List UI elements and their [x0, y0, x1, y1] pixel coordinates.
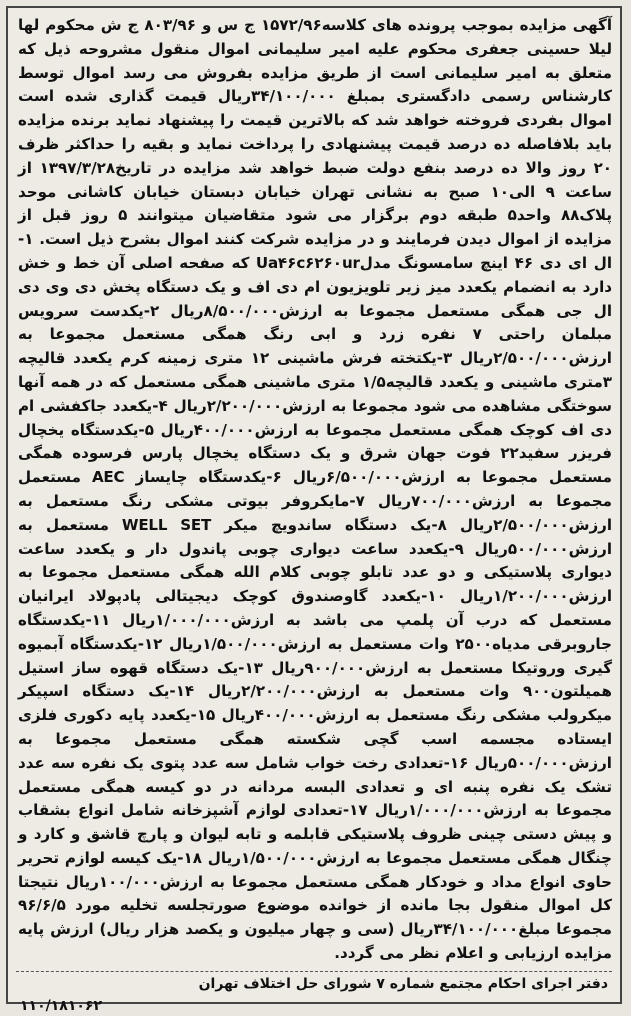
auction-notice [6, 6, 622, 1014]
notice-body: آگهی مزایده بموجب پرونده های کلاسه۱۵۷۲/۹۶ ج س و ۸۰۳/۹۶ ج ش محکوم لها لیلا حسینی جعفری محکوم علیه امیر سلیمانی اموال منقول مشروحه ذیل که متعلق به امیر سلیمانی است از طریق مزایده بفروش می رسد اموال توسط کارشناس رسمی دادگستری بمبلغ ۳۴/۱۰۰/۰۰۰ریال قیمت گذاری شده است اموال بفردی فروخته خواهد شد که بالاترین قیمت را پیشنهاد نماید برنده مزایده باید بلافاصله ده درصد قیمت پیشنهادی را پرداخت نماید و بقیه را حداکثر ظرف ۲۰ روز والا ده درصد بنفع دولت ضبط خواهد شد مزایده در تاریخ۱۳۹۷/۳/۲۸ از ساعت ۹ الی۱۰ صبح به نشانی تهران خیابان دبستان خیابان کاشانی موحد پلاک۸۸ واحد۵ طبقه دوم برگزار می شود متقاضیان میتوانند ۵ روز قبل از مزایده از اموال دیدن فرمایند و در مزایده شرکت کنند اموال بشرح ذیل است. ۱-ال ای دی ۴۶ اینچ سامسونگ مدلUa۴۶c۶۲۶۰ur که صفحه اصلی آن خط و خش دارد به انضمام یکعدد میز زیر تلویزیون ام دی اف و یک دستگاه پخش دی وی دی ال جی همگی مستعمل مجموعا به ارزش۸/۵۰۰/۰۰۰ریال ۲-یکدست سرویس مبلمان راحتی ۷ نفره زرد و ابی رنگ همگی مستعمل مجموعا به ارزش۲/۵۰۰/۰۰۰ریال ۳-یکتخته فرش ماشینی ۱۲ متری زمینه کرم یکعدد قالیچه ۳متری ماشینی و یکعدد قالیچه۱/۵ متری ماشینی همگی مستعمل که در همه آنها سوختگی مشاهده می شود مجموعا به ارزش۲/۲۰۰/۰۰۰ریال ۴-یکعدد جاکفشی ام دی اف کوچک همگی مستعمل مجموعا به ارزش۴۰۰/۰۰۰ریال ۵-یکدستگاه یخچال فریزر سفید۲۲ فوت جهان شرق و یک دستگاه یخچال پارس فرسوده همگی مستعمل مجموعا به ارزش۶/۵۰۰/۰۰۰ریال ۶-یکدستگاه چایساز AEC مستعمل مجموعا به ارزش۷۰۰/۰۰۰ریال ۷-مایکروفر بیوتی مشکی رنگ مستعمل به ارزش۲/۵۰۰/۰۰۰ریال ۸-یک دستگاه ساندویچ میکر WELL SET مستعمل به ارزش۵۰۰/۰۰۰ریال ۹-یکعدد ساعت دیواری چوبی پاندول دار و یکعدد ساعت دیواری پلاستیکی و دو عدد تابلو چوبی کلام الله همگی مستعمل مجموعا به ارزش۱/۲۰۰/۰۰۰ریال ۱۰-یکعدد گاوصندوق کوچک دیجیتالی پادپولاد ایرانیان مستعمل که درب آن پلمپ می باشد به ارزش۱/۰۰۰/۰۰۰ریال ۱۱-یکدستگاه جاروبرقی مدیاه۲۵۰۰ وات مستعمل به ارزش۱/۵۰۰/۰۰۰ریال ۱۲-یکدستگاه آبمیوه گیری وروتیکا مستعمل به ارزش۹۰۰/۰۰۰ریال ۱۳-یک دستگاه قهوه ساز استیل همیلتون۹۰۰ وات مستعمل به ارزش۲/۲۰۰/۰۰۰ریال ۱۴-یک دستگاه اسپیکر میکرولب مشکی رنگ مستعمل به ارزش۴۰۰/۰۰۰ریال ۱۵-یکعدد پایه دکوری فلزی ایستاده مجسمه اسب گچی شکسته همگی مستعمل مجموعا به ارزش۵۰۰/۰۰۰ریال ۱۶-تعدادی رخت خواب شامل سه عدد پتوی یک نفره سه عدد تشک یک نفره پنبه ای و تعدادی البسه مردانه در دو کیسه همگی مستعمل مجموعا به ارزش۱/۰۰۰/۰۰۰ریال ۱۷-تعدادی لوازم آشپزخانه شامل انواع بشقاب و پیش دستی چینی ظروف پلاستیکی قابلمه و تابه لیوان و پارچ قاشق و کارد و چنگال همگی مستعمل مجموعا به ارزش۱/۵۰۰/۰۰۰ریال ۱۸-یک کیسه لوازم تحریر حاوی انواع مداد و خودکار همگی مستعمل مجموعا به ارزش۱۰۰/۰۰۰ریال نتیجتا کل اموال منقول بجا مانده از خوانده موضوع صورتجلسه تخلیه مورد ۹۶/۶/۵ مجموعا مبلغ۳۴/۱۰۰/۰۰۰ریال (سی و چهار میلیون و یکصد هزار ریال) ارزش پایه مزایده ارزیابی و اعلام نظر می گردد. [18, 16, 613, 963]
notice-footer [20, 976, 608, 1016]
divider-line [16, 971, 612, 972]
issuer-office: دفتر اجرای احکام مجتمع شماره ۷ شورای حل اختلاف تهران [198, 976, 608, 992]
notice-code: ۱۱۰/۱۸۱۰۶۲ [20, 998, 103, 1014]
